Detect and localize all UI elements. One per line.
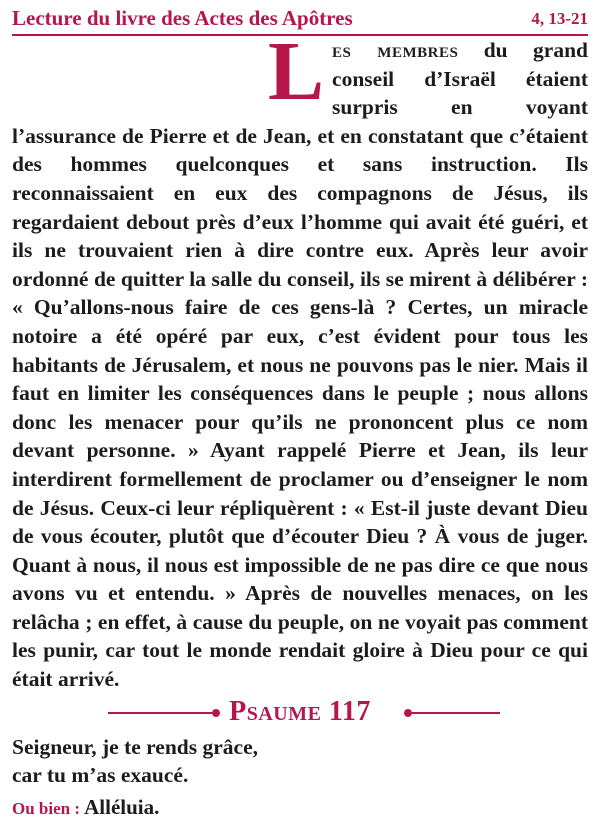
reading-title: Lecture du livre des Actes des Apôtres <box>12 6 353 30</box>
alternative-text: Alléluia. <box>84 795 160 819</box>
psalm-refrain <box>12 733 588 789</box>
drop-cap: L <box>268 25 325 118</box>
psalm-dot-right <box>404 709 412 717</box>
reading-body: du grand conseil d’Israël étaient surpris en voyant l’assurance de Pierre et de Jean, et en constatant que c’étaient des hommes quelconques et sans instruction. Ils reconnaissaient en eux des compagnons de Jésus, ils regardaient debout près d’eux l’homme qui avait été guéri, et ils ne trouvaient rien à dire contre eux. Après leur avoir ordonné de quitter la salle du conseil, ils se mirent à délibérer : « Qu’allons-nous faire de ces gens-là ? Certes, un miracle notoire a été opéré par eux, c’est évident pour tous les habitants de Jérusalem, et nous ne pouvons pas le nier. Mais il faut en limiter les conséquences dans le peuple ; nous allons donc les menacer pour qu’ils ne prononcent plus ce nom devant personne. » Ayant rappelé Pierre et Jean, ils leur interdirent formellement de proclamer ou d’enseigner le nom de Jésus. Ceux-ci leur répliquèrent : « Est-il juste devant Dieu de vous écouter, plutôt que d’écouter Dieu ? À vous de juger. Quant à nous, il nous est impossible de ne pas dire ce que nous avons vu et entendu. » Après de nouvelles menaces, on les relâcha ; en effet, à cause du peuple, on ne voyait pas comment les punir, car tout le monde rendait gloire à Dieu pour ce qui était arrivé. <box>12 38 588 692</box>
psalm-title: Psaume 117 <box>229 696 371 727</box>
psalm-heading <box>12 696 588 730</box>
scripture-reference: 4, 13-21 <box>531 9 588 28</box>
refrain-line-2: car tu m’as exaucé. <box>12 763 189 787</box>
alternative-response <box>12 795 588 820</box>
reading-text <box>12 25 588 694</box>
psalm-rule-right <box>412 712 500 714</box>
alternative-label: Ou bien : <box>12 799 81 818</box>
refrain-line-1: Seigneur, je te rends grâce, <box>12 735 259 759</box>
reading-lead-words: es membres <box>332 38 459 62</box>
